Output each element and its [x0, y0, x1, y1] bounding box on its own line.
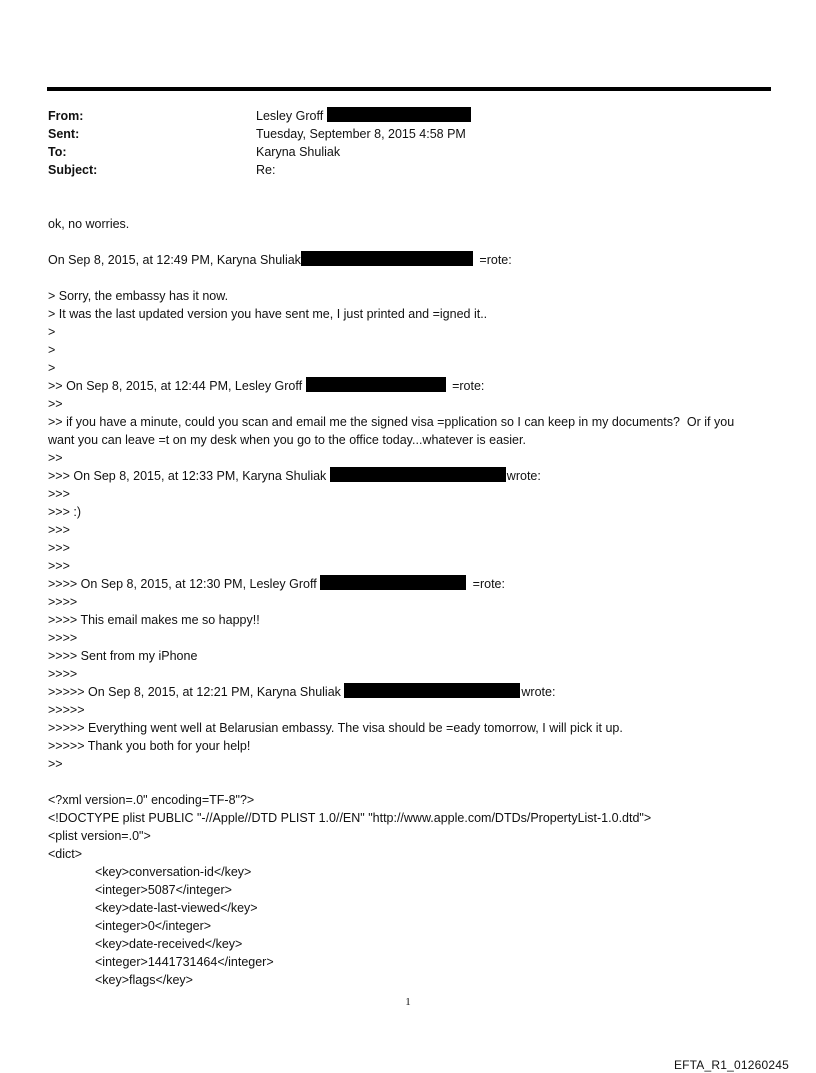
- sent-row: [48, 125, 471, 143]
- xml-line: <key>flags</key>: [95, 973, 193, 987]
- body-line: >>: [48, 397, 63, 411]
- redaction-box: [344, 683, 520, 698]
- body-line: >>> :): [48, 505, 82, 519]
- xml-line: <integer>1441731464</integer>: [95, 955, 274, 969]
- attribution-suffix: =rote:: [479, 253, 512, 267]
- body-line: >>>: [48, 559, 70, 573]
- body-line: >> if you have a minute, could you scan and email me the signed visa =pplication so I can keep in my documents? Or if you want you can leave =t on my desk when you go to the office today...whatever is easier.: [48, 415, 738, 447]
- sent-label: Sent:: [48, 127, 80, 141]
- quote-attribution: [48, 251, 763, 269]
- body-line: >>>>> Thank you both for your help!: [48, 739, 251, 753]
- body-line: >: [48, 325, 56, 339]
- subject-value: Re:: [256, 163, 276, 177]
- header-rule: [47, 87, 771, 91]
- from-row: [48, 107, 471, 125]
- subject-row: [48, 161, 471, 179]
- to-label: To:: [48, 145, 67, 159]
- body-line: >>: [48, 451, 63, 465]
- xml-line: <key>conversation-id</key>: [95, 865, 252, 879]
- body-line: >>: [48, 757, 63, 771]
- body-line: >>>> Sent from my iPhone: [48, 649, 198, 663]
- attribution-text: >>>>> On Sep 8, 2015, at 12:21 PM, Karyna Shuliak: [48, 685, 341, 699]
- body-line: ok, no worries.: [48, 217, 130, 231]
- attribution-suffix: wrote:: [521, 685, 556, 699]
- from-value: Lesley Groff: [256, 109, 324, 123]
- body-line: >>>>>: [48, 703, 85, 717]
- body-line: >>>: [48, 523, 70, 537]
- from-label: From:: [48, 109, 84, 123]
- body-line: >>>>> Everything went well at Belarusian embassy. The visa should be =eady tomorrow, I will pick it up.: [48, 721, 623, 735]
- xml-line: <integer>0</integer>: [95, 919, 212, 933]
- bates-number: EFTA_R1_01260245: [673, 1058, 789, 1072]
- body-line: >>>: [48, 487, 70, 501]
- email-body: [48, 215, 763, 989]
- redaction-box: [327, 107, 471, 122]
- body-line: >>>>: [48, 595, 78, 609]
- xml-line: <key>date-last-viewed</key>: [95, 901, 258, 915]
- quote-attribution: [48, 575, 763, 593]
- attribution-text: >>>> On Sep 8, 2015, at 12:30 PM, Lesley Groff: [48, 577, 317, 591]
- to-value: Karyna Shuliak: [256, 145, 341, 159]
- body-line: > It was the last updated version you have sent me, I just printed and =igned it..: [48, 307, 488, 321]
- xml-line: <key>date-received</key>: [95, 937, 243, 951]
- redaction-box: [306, 377, 446, 392]
- page-number: 1: [405, 996, 411, 1008]
- body-line: >: [48, 361, 56, 375]
- redaction-box: [330, 467, 506, 482]
- body-line: >>>> This email makes me so happy!!: [48, 613, 260, 627]
- sent-value: Tuesday, September 8, 2015 4:58 PM: [256, 127, 466, 141]
- xml-line: <?xml version=.0" encoding=TF-8"?>: [48, 793, 255, 807]
- attribution-suffix: wrote:: [506, 469, 541, 483]
- xml-line: <!DOCTYPE plist PUBLIC "-//Apple//DTD PLIST 1.0//EN" "http://www.apple.com/DTDs/PropertyList-1.0.dtd">: [48, 811, 652, 825]
- attribution-suffix: =rote:: [452, 379, 485, 393]
- xml-line: <dict>: [48, 847, 83, 861]
- attribution-suffix: =rote:: [472, 577, 505, 591]
- attribution-text: >> On Sep 8, 2015, at 12:44 PM, Lesley Groff: [48, 379, 303, 393]
- body-line: > Sorry, the embassy has it now.: [48, 289, 229, 303]
- quote-attribution: [48, 467, 763, 485]
- attribution-text: >>> On Sep 8, 2015, at 12:33 PM, Karyna Shuliak: [48, 469, 327, 483]
- subject-label: Subject:: [48, 163, 98, 177]
- xml-line: <integer>5087</integer>: [95, 883, 232, 897]
- body-line: >: [48, 343, 56, 357]
- xml-line: <plist version=.0">: [48, 829, 151, 843]
- to-row: [48, 143, 471, 161]
- redaction-box: [301, 251, 473, 266]
- quote-attribution: [48, 377, 763, 395]
- quote-attribution: [48, 683, 763, 701]
- body-line: >>>: [48, 541, 70, 555]
- email-header: [48, 107, 471, 179]
- body-line: >>>>: [48, 631, 78, 645]
- attribution-text: On Sep 8, 2015, at 12:49 PM, Karyna Shuliak: [48, 253, 301, 267]
- redaction-box: [320, 575, 466, 590]
- body-line: >>>>: [48, 667, 78, 681]
